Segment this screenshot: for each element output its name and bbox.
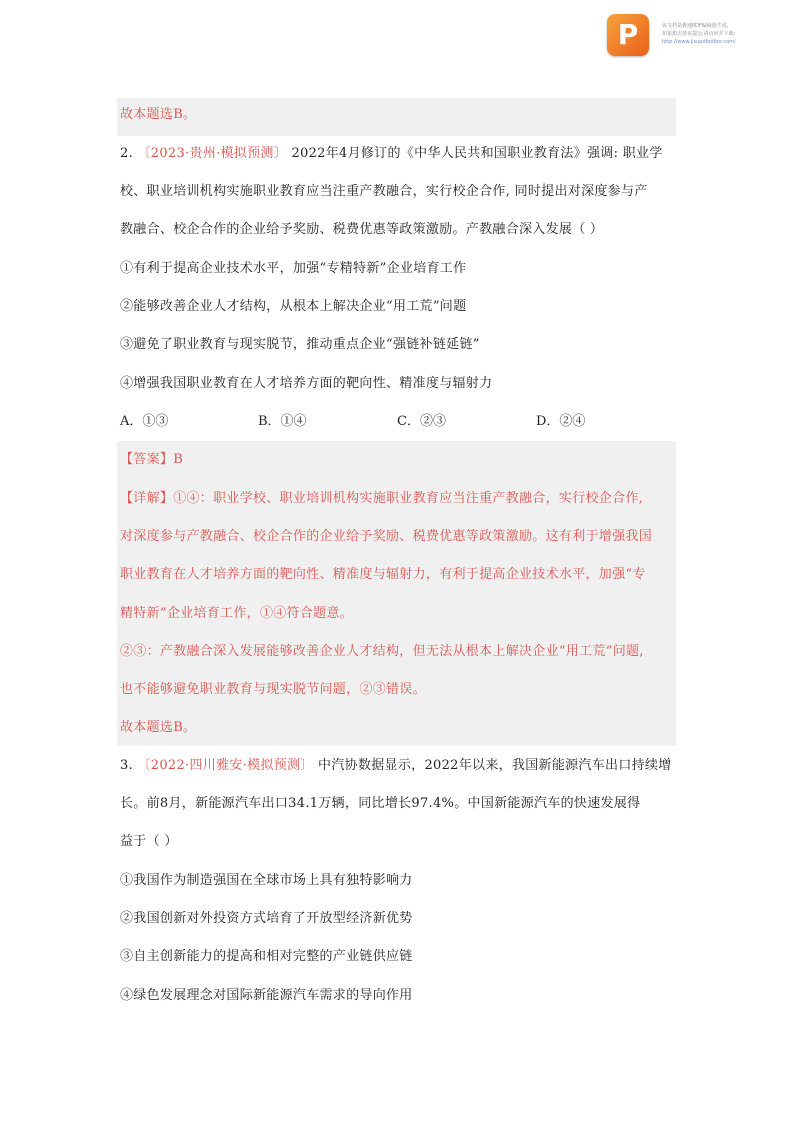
q3-number: 3. xyxy=(120,758,134,773)
q2-option-d: D．②④ xyxy=(536,414,586,429)
logo-letter: P xyxy=(617,18,639,51)
q3-item-4: ④绿色发展理念对国际新能源汽车需求的导向作用 xyxy=(120,988,413,1003)
q2-option-b: B．①④ xyxy=(258,414,307,429)
prev-answer-box xyxy=(117,98,676,136)
q2-item-3: ③避免了职业教育与现实脱节，推动重点企业“强链补链延链” xyxy=(120,337,480,352)
pdf-editor-logo xyxy=(607,14,649,56)
watermark-note xyxy=(662,22,792,46)
q2-detail-2: 对深度参与产教融合、校企合作的企业给予奖励、税费优惠等政策激励。这有利于增强我国 xyxy=(120,529,653,544)
watermark-url[interactable]: http://www.jisupdfeditor.com/ xyxy=(662,39,736,45)
q3-item-1: ①我国作为制造强国在全球市场上具有独特影响力 xyxy=(120,873,413,888)
q2-option-c: C．②③ xyxy=(397,414,446,429)
q2-stem-line-1 xyxy=(120,142,663,161)
q2-item-2: ②能够改善企业人才结构，从根本上解决企业“用工荒”问题 xyxy=(120,299,467,314)
watermark-line-1: 该文档是极速PDF编辑器生成, xyxy=(662,23,729,29)
q3-stem-1: 中汽协数据显示，2022年以来，我国新能源汽车出口持续增 xyxy=(318,758,672,773)
q3-item-2: ②我国创新对外投资方式培育了开放型经济新优势 xyxy=(120,911,413,926)
q2-number: 2. xyxy=(120,146,134,161)
q2-detail-6: 也不能够避免职业教育与现实脱节问题，②③错误。 xyxy=(120,682,426,697)
q2-detail-5: ②③：产教融合深入发展能够改善企业人才结构，但无法从根本上解决企业“用工荒”问题, xyxy=(120,644,644,659)
q3-stem-line-1 xyxy=(120,754,672,773)
q2-conclusion: 故本题选B。 xyxy=(120,720,197,735)
q2-detail-3: 职业教育在人才培养方面的靶向性、精准度与辐射力，有利于提高企业技术水平，加强“专 xyxy=(120,567,646,582)
q2-detail-1: 【详解】①④：职业学校、职业培训机构实施职业教育应当注重产教融合，实行校企合作, xyxy=(120,491,644,506)
q2-item-4: ④增强我国职业教育在人才培养方面的靶向性、精准度与辐射力 xyxy=(120,376,493,391)
q2-stem-1: 2022年4月修订的《中华人民共和国职业教育法》强调: 职业学 xyxy=(291,146,663,161)
q2-answer: 【答案】B xyxy=(120,452,184,467)
q3-stem-line-2: 长。前8月，新能源汽车出口34.1万辆，同比增长97.4%。中国新能源汽车的快速发展得 xyxy=(120,796,641,811)
q2-detail-4: 精特新”企业培育工作，①④符合题意。 xyxy=(120,606,354,621)
prev-conclusion: 故本题选B。 xyxy=(120,107,197,122)
q3-stem-line-3: 益于（ ） xyxy=(120,834,178,849)
q2-item-1: ①有利于提高企业技术水平，加强“专精特新”企业培育工作 xyxy=(120,261,467,276)
q2-option-a: A．①③ xyxy=(120,414,169,429)
q2-stem-line-2: 校、职业培训机构实施职业教育应当注重产教融合，实行校企合作, 同时提出对深度参与产 xyxy=(120,184,648,199)
q3-item-3: ③自主创新能力的提高和相对完整的产业链供应链 xyxy=(120,949,413,964)
watermark-line-2: 如果想去掉该提示,请访问并下载: xyxy=(662,31,736,37)
q2-source: 〔2023·贵州·模拟预测〕 xyxy=(137,146,288,161)
q2-stem-line-3: 教融合、校企合作的企业给予奖励、税费优惠等政策激励。产教融合深入发展（ ） xyxy=(120,222,604,237)
q3-source: 〔2022·四川雅安·模拟预测〕 xyxy=(137,758,314,773)
